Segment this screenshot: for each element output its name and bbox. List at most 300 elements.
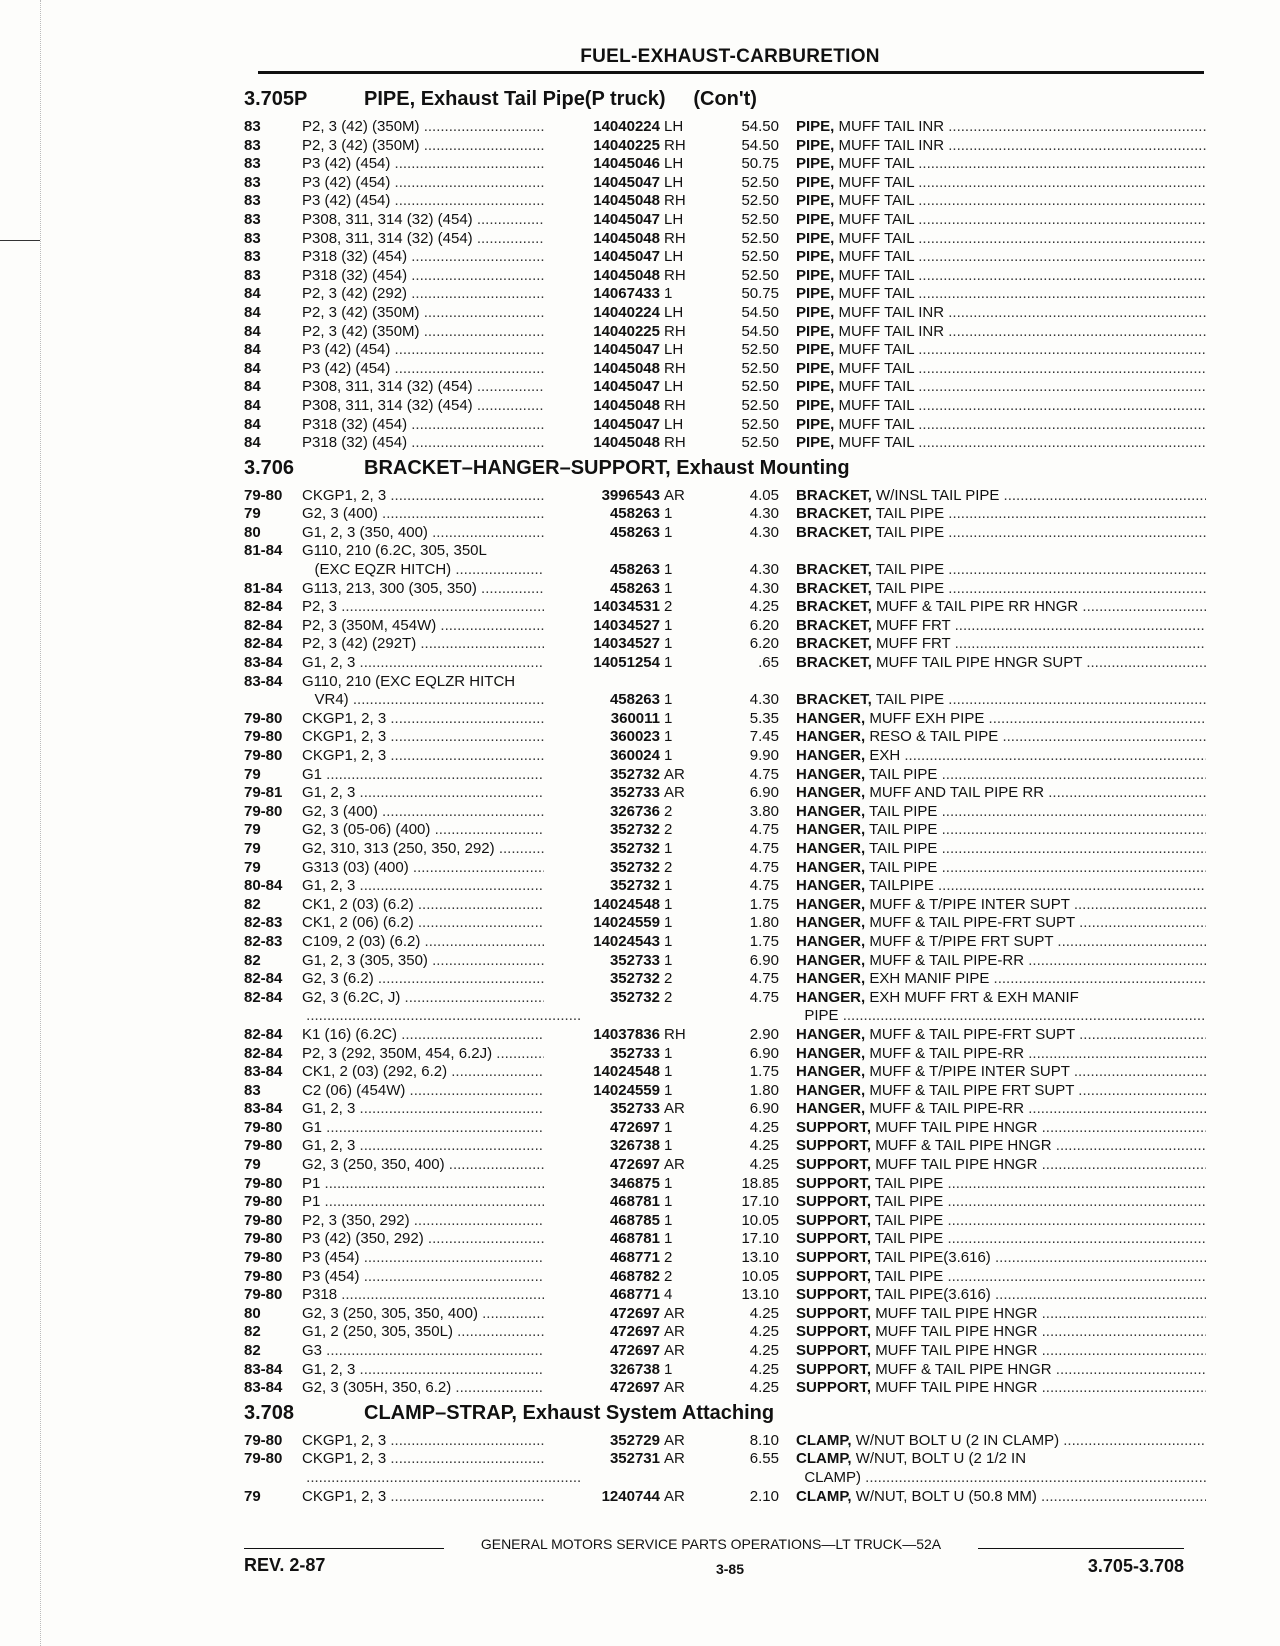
price: 1.80 <box>749 1081 779 1099</box>
parts-row <box>244 1007 1204 1026</box>
part-description <box>796 989 1206 1008</box>
description-text: MUFF & TAIL PIPE-FRT SUPT <box>869 914 1075 932</box>
description-keyword: PIPE, <box>796 192 835 210</box>
quantity: 1 <box>664 877 673 895</box>
part-number: 458263 <box>544 505 660 524</box>
quantity: 1 <box>664 579 673 597</box>
parts-row <box>244 1175 1204 1194</box>
model-year: 82 <box>244 951 261 969</box>
description-text: TAIL PIPE(3.616) <box>874 1286 991 1304</box>
description-text: MUFF TAIL PIPE HNGR <box>875 1379 1038 1397</box>
description-keyword: PIPE, <box>796 248 835 266</box>
model-application: G2, 3 (6.2C, J) ..... <box>302 989 582 1008</box>
description-keyword: SUPPORT, <box>796 1304 872 1322</box>
model-application: VR4) ..... <box>302 691 582 710</box>
quantity: 2 <box>664 802 673 820</box>
part-description <box>796 914 1206 933</box>
description-keyword: BRACKET, <box>796 616 872 634</box>
price: 6.90 <box>749 1044 779 1062</box>
price: 54.50 <box>741 322 779 340</box>
price: 4.25 <box>749 1323 779 1341</box>
description-text: TAIL PIPE <box>874 1174 944 1192</box>
section-number: 3.706 <box>244 456 295 479</box>
description-text: TAIL PIPE <box>874 1230 944 1248</box>
parts-row <box>244 248 1204 267</box>
part-description <box>796 434 1206 453</box>
part-number: 352729 <box>544 1432 660 1451</box>
model-application: G1, 2, 3 ..... <box>302 654 582 673</box>
quantity: AR <box>664 1100 685 1118</box>
model-application: P3 (42) (454) ..... <box>302 192 582 211</box>
quantity: 1 <box>664 951 673 969</box>
model-year: 83 <box>244 155 261 173</box>
description-text: MUFF & TAIL PIPE HNGR <box>875 1360 1052 1378</box>
part-description <box>796 155 1206 174</box>
model-year: 83-84 <box>244 1063 283 1081</box>
model-year: 84 <box>244 341 261 359</box>
description-keyword: PIPE, <box>796 341 835 359</box>
description-keyword: CLAMP, <box>796 1431 852 1449</box>
model-application: CKGP1, 2, 3 ..... <box>302 1432 582 1451</box>
model-year: 79-80 <box>244 1230 283 1248</box>
price: 4.75 <box>749 839 779 857</box>
price: 6.90 <box>749 784 779 802</box>
part-number: 14045048 <box>544 360 660 379</box>
description-text: TAIL PIPE <box>874 1193 944 1211</box>
part-description <box>796 341 1206 360</box>
price: 52.50 <box>741 266 779 284</box>
model-application: P2, 3 (350M, 454W) ..... <box>302 617 582 636</box>
part-description <box>796 1230 1206 1249</box>
part-number: 472697 <box>544 1379 660 1398</box>
part-description <box>796 747 1206 766</box>
model-year: 80 <box>244 1304 261 1322</box>
model-year: 84 <box>244 303 261 321</box>
parts-row <box>244 1156 1204 1175</box>
part-description <box>796 803 1206 822</box>
part-description <box>796 821 1206 840</box>
price: 4.25 <box>749 1342 779 1359</box>
part-description <box>796 397 1206 416</box>
parts-row <box>244 914 1204 933</box>
parts-row <box>244 1119 1204 1138</box>
model-application: G2, 3 (400) ..... <box>302 505 582 524</box>
description-keyword: BRACKET, <box>796 654 872 672</box>
part-number: 352732 <box>544 970 660 989</box>
part-description <box>796 1156 1206 1175</box>
description-text: MUFF TAIL <box>838 378 915 396</box>
parts-row <box>244 617 1204 636</box>
quantity: RH <box>664 434 686 452</box>
price: 10.05 <box>741 1267 779 1285</box>
footer-page-number: 3-85 <box>715 1561 745 1577</box>
description-keyword: SUPPORT, <box>796 1230 872 1248</box>
footer-publisher: GENERAL MOTORS SERVICE PARTS OPERATIONS—LT TRUCK—52A <box>480 1536 942 1552</box>
part-number: 352732 <box>544 859 660 878</box>
part-number: 472697 <box>544 1156 660 1175</box>
model-year: 83-84 <box>244 672 283 690</box>
part-description <box>796 1469 1206 1488</box>
quantity: 1 <box>664 747 673 764</box>
description-keyword: HANGER, <box>796 951 866 969</box>
price: 52.50 <box>741 378 779 396</box>
description-text: MUFF TAIL <box>838 341 915 359</box>
description-text: TAIL PIPE <box>869 821 938 839</box>
model-application: G1 ..... <box>302 766 582 785</box>
price: 4.25 <box>749 1156 779 1174</box>
quantity: LH <box>664 248 684 266</box>
quantity: 2 <box>664 970 673 988</box>
model-year: 79-80 <box>244 1193 283 1211</box>
description-text: MUFF TAIL <box>838 285 915 303</box>
part-number: 14045047 <box>544 174 660 193</box>
description-keyword: HANGER, <box>796 747 866 764</box>
quantity: 1 <box>664 1063 673 1081</box>
part-number: 468782 <box>544 1268 660 1287</box>
parts-row <box>244 673 1204 692</box>
model-application: P2, 3 (42) (292T) ..... <box>302 635 582 654</box>
quantity: RH <box>664 229 686 247</box>
parts-row <box>244 803 1204 822</box>
parts-row <box>244 1323 1204 1342</box>
description-keyword: HANGER, <box>796 1044 866 1062</box>
part-description <box>796 728 1206 747</box>
price: 2.10 <box>749 1487 779 1505</box>
model-year: 79 <box>244 821 261 839</box>
description-text: TAIL PIPE <box>874 1211 944 1229</box>
model-application: G2, 3 (05-06) (400) ..... <box>302 821 582 840</box>
price: 9.90 <box>749 747 779 764</box>
part-description <box>796 1063 1206 1082</box>
parts-row <box>244 1268 1204 1287</box>
description-text: TAIL PIPE <box>875 523 945 541</box>
parts-row <box>244 285 1204 304</box>
part-number: 14037836 <box>544 1026 660 1045</box>
parts-row <box>244 877 1204 896</box>
price: 4.25 <box>749 1118 779 1136</box>
parts-row <box>244 341 1204 360</box>
price: 54.50 <box>741 118 779 135</box>
quantity: RH <box>664 266 686 284</box>
quantity: RH <box>664 322 686 340</box>
description-text: TAIL PIPE <box>875 691 945 709</box>
model-year: 83 <box>244 192 261 210</box>
left-margin-line <box>40 0 41 1646</box>
quantity: 1 <box>664 932 673 950</box>
description-text: MUFF & TAIL PIPE-RR <box>869 1044 1025 1062</box>
part-number: 352733 <box>544 952 660 971</box>
parts-row <box>244 360 1204 379</box>
section-title: CLAMP–STRAP, Exhaust System Attaching <box>364 1401 775 1424</box>
part-description <box>796 617 1206 636</box>
model-year: 79 <box>244 505 261 523</box>
part-description <box>796 1432 1206 1451</box>
model-application: P3 (42) (454) ..... <box>302 174 582 193</box>
part-number: 346875 <box>544 1175 660 1194</box>
model-year: 83-84 <box>244 1100 283 1118</box>
model-application: G3 ..... <box>302 1342 582 1361</box>
part-number: 14040225 <box>544 137 660 156</box>
model-application: CKGP1, 2, 3 ..... <box>302 728 582 747</box>
part-description <box>796 174 1206 193</box>
part-number: 458263 <box>544 691 660 710</box>
description-keyword: HANGER, <box>796 821 866 839</box>
price: 10.05 <box>741 1211 779 1229</box>
model-application: P2, 3 (292, 350M, 454, 6.2J) ..... <box>302 1045 582 1064</box>
description-text: TAIL PIPE <box>875 579 945 597</box>
description-text: TAIL PIPE <box>869 839 938 857</box>
description-keyword: PIPE, <box>796 322 835 340</box>
part-description <box>796 211 1206 230</box>
price: 54.50 <box>741 136 779 154</box>
description-text: W/INSL TAIL PIPE <box>876 486 1000 504</box>
model-application: P2, 3 (42) (350M) ..... <box>302 118 582 137</box>
description-keyword: SUPPORT, <box>796 1193 872 1211</box>
quantity: AR <box>664 784 685 802</box>
quantity: 1 <box>664 1230 673 1248</box>
description-text: MUFF AND TAIL PIPE RR <box>869 784 1045 802</box>
description-keyword: PIPE, <box>796 210 835 228</box>
description-keyword: PIPE, <box>796 285 835 303</box>
price: 52.50 <box>741 229 779 247</box>
model-application: CK1, 2 (03) (6.2) ..... <box>302 896 582 915</box>
parts-row <box>244 378 1204 397</box>
quantity: 1 <box>664 561 673 579</box>
price: 52.50 <box>741 210 779 228</box>
model-application: G110, 210 (6.2C, 305, 350L <box>302 542 487 560</box>
part-number: 352733 <box>544 1045 660 1064</box>
parts-row <box>244 728 1204 747</box>
price: 4.30 <box>749 561 779 579</box>
model-application: CK1, 2 (06) (6.2) ..... <box>302 914 582 933</box>
quantity: AR <box>664 486 685 504</box>
model-year: 80-84 <box>244 877 283 895</box>
description-text: MUFF TAIL PIPE HNGR <box>875 1304 1038 1322</box>
part-description <box>796 654 1206 673</box>
model-application: P308, 311, 314 (32) (454) ..... <box>302 397 582 416</box>
quantity: RH <box>664 192 686 210</box>
model-application: G2, 3 (250, 305, 350, 400) ..... <box>302 1305 582 1324</box>
model-year: 83 <box>244 210 261 228</box>
quantity: 1 <box>664 1193 673 1211</box>
model-year: 82-84 <box>244 635 283 653</box>
quantity: 1 <box>664 616 673 634</box>
description-keyword: PIPE, <box>796 155 835 173</box>
part-number: 3996543 <box>544 487 660 506</box>
part-description <box>796 1249 1206 1268</box>
quantity: LH <box>664 341 684 359</box>
price: 6.20 <box>749 616 779 634</box>
description-text: MUFF TAIL <box>838 155 915 173</box>
description-text: MUFF & T/PIPE INTER SUPT <box>869 895 1070 913</box>
description-text: MUFF & TAIL PIPE-FRT SUPT <box>869 1025 1075 1043</box>
parts-row <box>244 952 1204 971</box>
quantity: 2 <box>664 821 673 839</box>
description-keyword: PIPE, <box>796 415 835 433</box>
model-year: 84 <box>244 378 261 396</box>
parts-row <box>244 1193 1204 1212</box>
price: 18.85 <box>741 1174 779 1192</box>
price: .65 <box>758 654 779 672</box>
part-description <box>796 1137 1206 1156</box>
part-number: 468785 <box>544 1212 660 1231</box>
parts-row <box>244 1082 1204 1101</box>
model-application: CKGP1, 2, 3 ..... <box>302 1488 582 1507</box>
part-number: 458263 <box>544 561 660 580</box>
part-number: 468781 <box>544 1193 660 1212</box>
model-year: 83 <box>244 248 261 266</box>
description-text: MUFF TAIL <box>838 359 915 377</box>
description-keyword: SUPPORT, <box>796 1211 872 1229</box>
description-keyword: HANGER, <box>796 1081 866 1099</box>
part-description <box>796 784 1206 803</box>
price: 3.80 <box>749 802 779 820</box>
model-year: 79-80 <box>244 1286 283 1304</box>
price: 52.50 <box>741 415 779 433</box>
quantity: 2 <box>664 598 673 616</box>
price: 4.25 <box>749 1379 779 1397</box>
model-application: P2, 3 (42) (350M) ..... <box>302 323 582 342</box>
quantity: RH <box>664 136 686 154</box>
part-description <box>796 1082 1206 1101</box>
parts-row <box>244 654 1204 673</box>
part-description <box>796 952 1206 971</box>
description-keyword: HANGER, <box>796 1100 866 1118</box>
parts-row <box>244 710 1204 729</box>
parts-listing <box>244 84 1204 1506</box>
part-description <box>796 1323 1206 1342</box>
model-application: C109, 2 (03) (6.2) ..... <box>302 933 582 952</box>
parts-row <box>244 505 1204 524</box>
description-text: RESO & TAIL PIPE <box>869 728 999 746</box>
model-application: P3 (454) ..... <box>302 1249 582 1268</box>
model-application: G2, 3 (400) ..... <box>302 803 582 822</box>
description-keyword: HANGER, <box>796 839 866 857</box>
model-application: G1, 2, 3 (350, 400) ..... <box>302 524 582 543</box>
model-year: 82-84 <box>244 598 283 616</box>
part-number: 472697 <box>544 1119 660 1138</box>
parts-row <box>244 416 1204 435</box>
part-description <box>796 896 1206 915</box>
description-keyword: HANGER, <box>796 728 866 746</box>
model-application: P3 (42) (350, 292) ..... <box>302 1230 582 1249</box>
part-number: 352732 <box>544 877 660 896</box>
model-application: G1, 2, 3 (305, 350) ..... <box>302 952 582 971</box>
description-text: MUFF & TAIL PIPE-RR <box>869 951 1025 969</box>
model-year: 84 <box>244 415 261 433</box>
description-text: TAIL PIPE <box>869 858 938 876</box>
model-application: G313 (03) (400) ..... <box>302 859 582 878</box>
quantity: 1 <box>664 523 673 541</box>
quantity: LH <box>664 173 684 191</box>
description-text: MUFF & TAIL PIPE HNGR <box>875 1137 1052 1155</box>
price: 13.10 <box>741 1249 779 1267</box>
description-text: MUFF TAIL <box>838 434 915 452</box>
parts-row <box>244 1212 1204 1231</box>
parts-row <box>244 1305 1204 1324</box>
description-keyword: HANGER, <box>796 877 866 895</box>
price: 50.75 <box>741 285 779 303</box>
quantity: 1 <box>664 728 673 746</box>
description-text: MUFF TAIL INR <box>838 136 945 154</box>
description-keyword: SUPPORT, <box>796 1118 872 1136</box>
model-year: 79 <box>244 1156 261 1174</box>
model-year: 83 <box>244 173 261 191</box>
quantity: RH <box>664 396 686 414</box>
model-year: 79-80 <box>244 1174 283 1192</box>
parts-row <box>244 211 1204 230</box>
model-year: 82-84 <box>244 970 283 988</box>
model-application: P318 (32) (454) ..... <box>302 434 582 453</box>
description-text: TAIL PIPE(3.616) <box>874 1249 991 1267</box>
description-keyword: HANGER, <box>796 1025 866 1043</box>
description-keyword: HANGER, <box>796 709 866 727</box>
description-keyword: SUPPORT, <box>796 1137 872 1155</box>
quantity: 1 <box>664 1044 673 1062</box>
quantity: RH <box>664 1025 686 1043</box>
model-year: 79-80 <box>244 1137 283 1155</box>
part-number: 14034531 <box>544 598 660 617</box>
price: 52.50 <box>741 173 779 191</box>
description-text: MUFF & TAIL PIPE RR HNGR <box>876 598 1079 616</box>
description-keyword: HANGER, <box>796 858 866 876</box>
model-year: 82-83 <box>244 914 283 932</box>
description-text: MUFF TAIL PIPE HNGR <box>875 1342 1038 1359</box>
description-keyword: SUPPORT, <box>796 1249 872 1267</box>
quantity: AR <box>664 765 685 783</box>
description-keyword: BRACKET, <box>796 486 872 504</box>
model-application: CKGP1, 2, 3 ..... <box>302 747 582 766</box>
part-description <box>796 378 1206 397</box>
price: 4.30 <box>749 691 779 709</box>
part-number: 14040224 <box>544 304 660 323</box>
price: 1.75 <box>749 932 779 950</box>
price: 4.75 <box>749 970 779 988</box>
model-year: 82 <box>244 1342 261 1359</box>
part-description <box>796 524 1206 543</box>
part-description <box>796 933 1206 952</box>
part-description <box>796 635 1206 654</box>
model-application: P2, 3 (42) (292) ..... <box>302 285 582 304</box>
description-text: MUFF TAIL <box>838 248 915 266</box>
description-text: MUFF & TAIL PIPE-RR <box>869 1100 1025 1118</box>
quantity: 1 <box>664 709 673 727</box>
description-text: PIPE <box>800 1007 839 1025</box>
quantity: AR <box>664 1156 685 1174</box>
model-application: P3 (42) (454) ..... <box>302 155 582 174</box>
price: 4.75 <box>749 765 779 783</box>
description-text: TAIL PIPE <box>869 765 938 783</box>
price: 4.75 <box>749 877 779 895</box>
model-application: P308, 311, 314 (32) (454) ..... <box>302 230 582 249</box>
description-keyword: HANGER, <box>796 932 866 950</box>
model-year: 79 <box>244 839 261 857</box>
description-keyword: SUPPORT, <box>796 1174 872 1192</box>
quantity: 1 <box>664 1360 673 1378</box>
model-application: G2, 310, 313 (250, 350, 292) ..... <box>302 840 582 859</box>
model-year: 79-80 <box>244 1431 283 1449</box>
page-title: FUEL-EXHAUST-CARBURETION <box>580 46 880 67</box>
description-text: W/NUT, BOLT U (2 1/2 IN <box>855 1450 1027 1468</box>
parts-row <box>244 766 1204 785</box>
quantity: AR <box>664 1323 685 1341</box>
quantity: 1 <box>664 1118 673 1136</box>
quantity: AR <box>664 1342 685 1359</box>
model-year: 79-80 <box>244 802 283 820</box>
quantity: 4 <box>664 1286 673 1304</box>
model-application: G1, 2 (250, 305, 350L) ..... <box>302 1323 582 1342</box>
part-number: 14067433 <box>544 285 660 304</box>
